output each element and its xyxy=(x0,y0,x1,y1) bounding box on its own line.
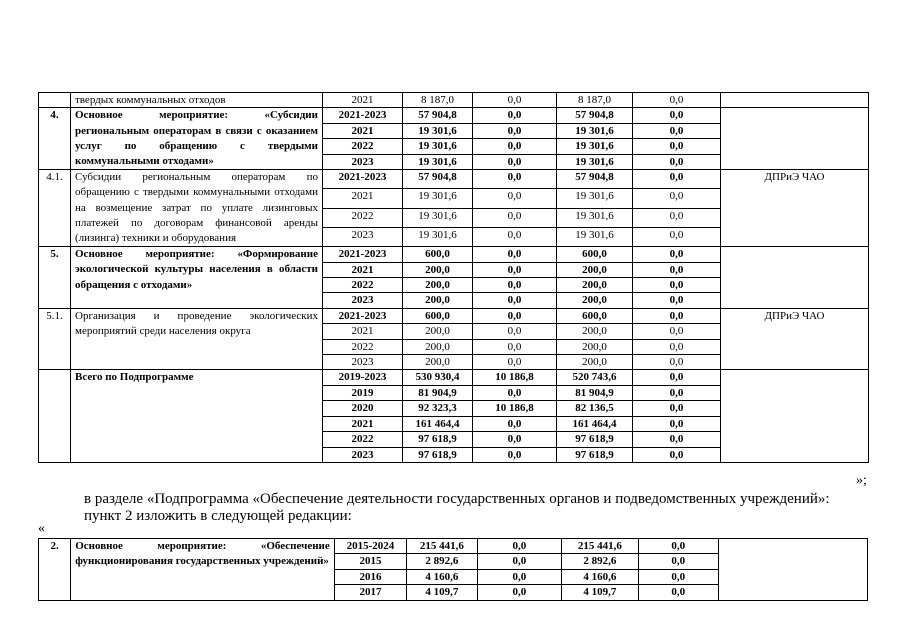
executor-cell: ДПРиЭ ЧАО xyxy=(721,170,869,247)
regional-value-cell: 161 464,4 xyxy=(557,416,633,431)
federal-value-cell: 10 186,8 xyxy=(473,401,557,416)
other-value-cell: 0,0 xyxy=(638,569,718,584)
period-cell: 2021 xyxy=(323,123,403,138)
activity-name-cell: твердых коммунальных отходов xyxy=(71,93,323,108)
period-cell: 2021-2023 xyxy=(323,170,403,189)
other-value-cell: 0,0 xyxy=(633,447,721,462)
regional-value-cell: 600,0 xyxy=(557,308,633,323)
total-value-cell: 97 618,9 xyxy=(403,432,473,447)
regional-value-cell: 4 160,6 xyxy=(562,569,638,584)
total-value-cell: 57 904,8 xyxy=(403,170,473,189)
total-value-cell: 200,0 xyxy=(403,262,473,277)
total-value-cell: 4 109,7 xyxy=(407,585,477,600)
regional-value-cell: 19 301,6 xyxy=(557,139,633,154)
period-cell: 2023 xyxy=(323,227,403,246)
table-row xyxy=(39,247,869,262)
regional-value-cell: 200,0 xyxy=(557,355,633,370)
federal-value-cell: 0,0 xyxy=(473,308,557,323)
federal-value-cell: 0,0 xyxy=(473,123,557,138)
federal-value-cell: 0,0 xyxy=(473,262,557,277)
table-row xyxy=(39,539,868,554)
regional-value-cell: 19 301,6 xyxy=(557,227,633,246)
activity-name-cell: Основное мероприятие: «Субсидии региональным операторам в связи с оказанием услуг по обращению с твердыми коммунальными отходами» xyxy=(71,108,323,170)
row-number-cell xyxy=(39,93,71,108)
row-number-cell: 5. xyxy=(39,247,71,309)
other-value-cell: 0,0 xyxy=(633,355,721,370)
other-value-cell: 0,0 xyxy=(638,585,718,600)
federal-value-cell: 0,0 xyxy=(473,385,557,400)
regional-value-cell: 97 618,9 xyxy=(557,432,633,447)
period-cell: 2023 xyxy=(323,355,403,370)
other-value-cell: 0,0 xyxy=(633,324,721,339)
regional-value-cell: 82 136,5 xyxy=(557,401,633,416)
activity-name-cell: Основное мероприятие: «Обеспечение функционирования государственных учреждений» xyxy=(71,539,335,601)
period-cell: 2022 xyxy=(323,278,403,293)
period-cell: 2019 xyxy=(323,385,403,400)
period-cell: 2023 xyxy=(323,293,403,308)
total-value-cell: 200,0 xyxy=(403,324,473,339)
other-value-cell: 0,0 xyxy=(633,385,721,400)
period-cell: 2022 xyxy=(323,339,403,354)
other-value-cell: 0,0 xyxy=(633,208,721,227)
federal-value-cell: 0,0 xyxy=(473,432,557,447)
federal-value-cell: 0,0 xyxy=(473,355,557,370)
regional-value-cell: 19 301,6 xyxy=(557,154,633,169)
total-value-cell: 200,0 xyxy=(403,293,473,308)
other-value-cell: 0,0 xyxy=(638,554,718,569)
federal-value-cell: 0,0 xyxy=(473,154,557,169)
period-cell: 2022 xyxy=(323,208,403,227)
executor-cell xyxy=(721,370,869,462)
regional-value-cell: 19 301,6 xyxy=(557,123,633,138)
institutions-table xyxy=(38,538,868,601)
regional-value-cell: 520 743,6 xyxy=(557,370,633,385)
regional-value-cell: 200,0 xyxy=(557,278,633,293)
other-value-cell: 0,0 xyxy=(633,139,721,154)
federal-value-cell: 0,0 xyxy=(473,227,557,246)
closing-quote: »; xyxy=(856,473,867,488)
period-cell: 2016 xyxy=(334,569,406,584)
regional-value-cell: 200,0 xyxy=(557,339,633,354)
total-value-cell: 8 187,0 xyxy=(403,93,473,108)
other-value-cell: 0,0 xyxy=(633,370,721,385)
period-cell: 2023 xyxy=(323,447,403,462)
table-row xyxy=(39,108,869,123)
table-row xyxy=(39,93,869,108)
row-number-cell: 5.1. xyxy=(39,308,71,370)
period-cell: 2019-2023 xyxy=(323,370,403,385)
row-number-cell: 4. xyxy=(39,108,71,170)
total-value-cell: 2 892,6 xyxy=(407,554,477,569)
period-cell: 2021 xyxy=(323,416,403,431)
period-cell: 2021-2023 xyxy=(323,247,403,262)
federal-value-cell: 10 186,8 xyxy=(473,370,557,385)
other-value-cell: 0,0 xyxy=(633,416,721,431)
federal-value-cell: 0,0 xyxy=(477,585,562,600)
federal-value-cell: 0,0 xyxy=(473,278,557,293)
total-value-cell: 200,0 xyxy=(403,355,473,370)
activity-name-cell: Организация и проведение экологических мероприятий среди населения округа xyxy=(71,308,323,370)
total-value-cell: 97 618,9 xyxy=(403,447,473,462)
federal-value-cell: 0,0 xyxy=(473,170,557,189)
period-cell: 2021 xyxy=(323,324,403,339)
regional-value-cell: 19 301,6 xyxy=(557,208,633,227)
other-value-cell: 0,0 xyxy=(633,108,721,123)
opening-quote: « xyxy=(38,521,45,536)
paragraph-line-2: пункт 2 изложить в следующей редакции: xyxy=(84,508,352,524)
executor-cell xyxy=(721,108,869,170)
regional-value-cell: 200,0 xyxy=(557,324,633,339)
federal-value-cell: 0,0 xyxy=(473,189,557,208)
other-value-cell: 0,0 xyxy=(633,432,721,447)
regional-value-cell: 97 618,9 xyxy=(557,447,633,462)
regional-value-cell: 200,0 xyxy=(557,293,633,308)
row-number-cell: 4.1. xyxy=(39,170,71,247)
other-value-cell: 0,0 xyxy=(633,123,721,138)
table-row xyxy=(39,370,869,385)
total-value-cell: 92 323,3 xyxy=(403,401,473,416)
paragraph-line-1: в разделе «Подпрограмма «Обеспечение деятельности государственных органов и подведомственных учреждений»: xyxy=(84,491,830,507)
period-cell: 2022 xyxy=(323,139,403,154)
other-value-cell: 0,0 xyxy=(633,170,721,189)
row-number-cell: 2. xyxy=(39,539,71,601)
period-cell: 2021-2023 xyxy=(323,108,403,123)
activity-name-cell: Основное мероприятие: «Формирование экологической культуры населения в области обращения с отходами» xyxy=(71,247,323,309)
federal-value-cell: 0,0 xyxy=(473,208,557,227)
federal-value-cell: 0,0 xyxy=(477,539,562,554)
total-value-cell: 530 930,4 xyxy=(403,370,473,385)
regional-value-cell: 200,0 xyxy=(557,262,633,277)
table-row xyxy=(39,308,869,323)
other-value-cell: 0,0 xyxy=(633,339,721,354)
total-value-cell: 19 301,6 xyxy=(403,154,473,169)
row-number-cell xyxy=(39,370,71,462)
regional-value-cell: 4 109,7 xyxy=(562,585,638,600)
total-value-cell: 215 441,6 xyxy=(407,539,477,554)
total-value-cell: 57 904,8 xyxy=(403,108,473,123)
period-cell: 2020 xyxy=(323,401,403,416)
total-value-cell: 600,0 xyxy=(403,247,473,262)
regional-value-cell: 2 892,6 xyxy=(562,554,638,569)
period-cell: 2017 xyxy=(334,585,406,600)
other-value-cell: 0,0 xyxy=(638,539,718,554)
total-value-cell: 19 301,6 xyxy=(403,139,473,154)
total-value-cell: 200,0 xyxy=(403,339,473,354)
total-value-cell: 161 464,4 xyxy=(403,416,473,431)
period-cell: 2022 xyxy=(323,432,403,447)
subprogram-table xyxy=(38,92,869,463)
period-cell: 2021-2023 xyxy=(323,308,403,323)
executor-cell xyxy=(719,539,868,601)
period-cell: 2021 xyxy=(323,189,403,208)
period-cell: 2021 xyxy=(323,93,403,108)
regional-value-cell: 215 441,6 xyxy=(562,539,638,554)
regional-value-cell: 57 904,8 xyxy=(557,108,633,123)
total-value-cell: 4 160,6 xyxy=(407,569,477,584)
regional-value-cell: 81 904,9 xyxy=(557,385,633,400)
other-value-cell: 0,0 xyxy=(633,278,721,293)
total-label-cell: Всего по Подпрограмме xyxy=(71,370,323,462)
other-value-cell: 0,0 xyxy=(633,227,721,246)
federal-value-cell: 0,0 xyxy=(477,554,562,569)
regional-value-cell: 57 904,8 xyxy=(557,170,633,189)
other-value-cell: 0,0 xyxy=(633,154,721,169)
federal-value-cell: 0,0 xyxy=(473,416,557,431)
other-value-cell: 0,0 xyxy=(633,93,721,108)
other-value-cell: 0,0 xyxy=(633,247,721,262)
table-row xyxy=(39,170,869,189)
activity-name-cell: Субсидии региональным операторам по обращению с твердыми коммунальными отходами на возмещение затрат по уплате лизинговых платежей по договорам финансовой аренды (лизинга) техники и оборудования xyxy=(71,170,323,247)
total-value-cell: 19 301,6 xyxy=(403,189,473,208)
federal-value-cell: 0,0 xyxy=(473,247,557,262)
period-cell: 2015-2024 xyxy=(334,539,406,554)
other-value-cell: 0,0 xyxy=(633,189,721,208)
executor-cell: ДПРиЭ ЧАО xyxy=(721,308,869,370)
federal-value-cell: 0,0 xyxy=(473,339,557,354)
other-value-cell: 0,0 xyxy=(633,308,721,323)
total-value-cell: 19 301,6 xyxy=(403,123,473,138)
period-cell: 2021 xyxy=(323,262,403,277)
total-value-cell: 19 301,6 xyxy=(403,227,473,246)
total-value-cell: 19 301,6 xyxy=(403,208,473,227)
other-value-cell: 0,0 xyxy=(633,401,721,416)
total-value-cell: 600,0 xyxy=(403,308,473,323)
federal-value-cell: 0,0 xyxy=(473,93,557,108)
total-value-cell: 200,0 xyxy=(403,278,473,293)
federal-value-cell: 0,0 xyxy=(473,293,557,308)
federal-value-cell: 0,0 xyxy=(473,324,557,339)
other-value-cell: 0,0 xyxy=(633,262,721,277)
federal-value-cell: 0,0 xyxy=(473,139,557,154)
period-cell: 2023 xyxy=(323,154,403,169)
period-cell: 2015 xyxy=(334,554,406,569)
regional-value-cell: 8 187,0 xyxy=(557,93,633,108)
regional-value-cell: 600,0 xyxy=(557,247,633,262)
executor-cell xyxy=(721,93,869,108)
total-value-cell: 81 904,9 xyxy=(403,385,473,400)
federal-value-cell: 0,0 xyxy=(473,108,557,123)
executor-cell xyxy=(721,247,869,309)
federal-value-cell: 0,0 xyxy=(473,447,557,462)
federal-value-cell: 0,0 xyxy=(477,569,562,584)
regional-value-cell: 19 301,6 xyxy=(557,189,633,208)
other-value-cell: 0,0 xyxy=(633,293,721,308)
